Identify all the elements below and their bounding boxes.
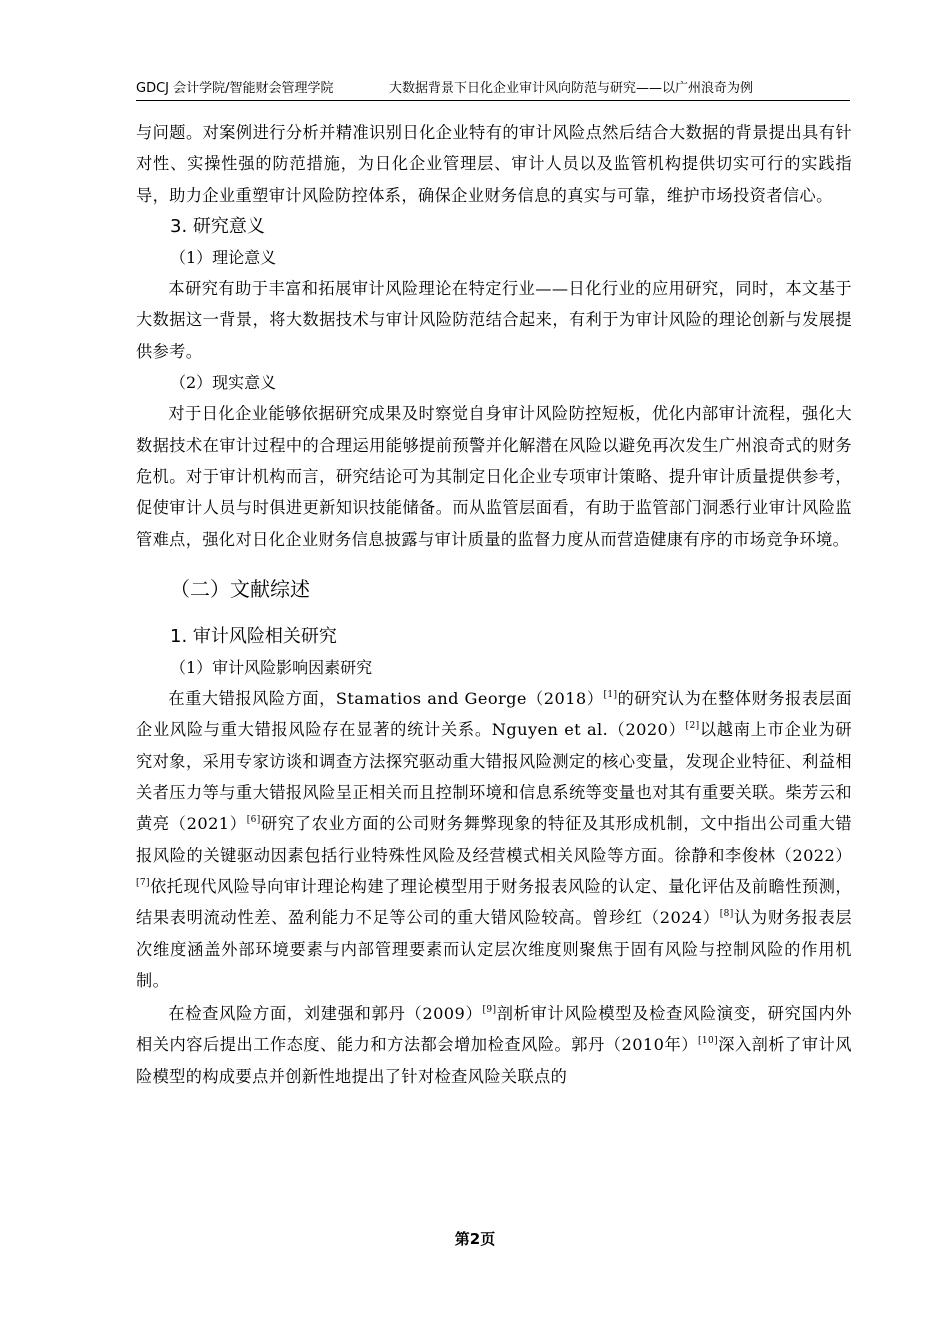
text-run: 研究了农业方面的公司财务舞弊现象的特征及其形成机制，文中指出公司重大错报风险的关键驱动因素包括行业特殊性风险及经营模式相关风险等方面。徐静和李俊林（2022）	[136, 814, 852, 865]
citation-ref: [8]	[719, 909, 734, 920]
text-run: 认为财务报表层次维度涵盖外部环境要素与内部管理要素而认定层次维度则聚焦于固有风险与控制风险的作用机制。	[136, 908, 852, 990]
heading-research-significance: 3. 研究意义	[170, 215, 265, 237]
paragraph-practical-significance: 对于日化企业能够依据研究成果及时察觉自身审计风险防控短板，优化内部审计流程，强化大数据技术在审计过程中的合理运用能够提前预警并化解潜在风险以避免再次发生广州浪奇式的财务危机。对于审计机构而言，研究结论可为其制定日化企业专项审计策略、提升审计质量提供参考，促使审计人员与时俱进更新知识技能储备。而从监管层面看，有助于监管部门洞悉行业审计风险监管难点，强化对日化企业财务信息披露与审计质量的监督力度从而营造健康有序的市场竞争环境。	[136, 404, 852, 549]
subheading-theoretical-significance: （1）理论意义	[170, 247, 277, 267]
text-run: 剖析审计风险模型及检查风险演变，研究国内外相关内容后提出工作态度、能力和方法都会增加检查风险。郭丹（2010年）	[136, 1004, 852, 1055]
paragraph-theoretical-significance: 本研究有助于丰富和拓展审计风险理论在特定行业——日化行业的应用研究，同时，本文基于大数据这一背景，将大数据技术与审计风险防范结合起来，有利于为审计风险的理论创新与发展提供参考。	[136, 279, 852, 361]
page-number: 第2页	[454, 1230, 496, 1248]
paragraph-material-misstatement	[136, 683, 852, 996]
citation-ref: [7]	[136, 877, 150, 888]
text-run: 在重大错报风险方面，Stamatios and George（2018）	[168, 689, 604, 709]
heading-literature-review: （二）文献综述	[170, 576, 310, 601]
page-header	[136, 80, 850, 101]
text-run: 以越南上市企业为研究对象，采用专家访谈和调查方法探究驱动重大错报风险测定的核心变量，发现企业特征、利益相关者压力等与重大错报风险呈正相关而且控制环境和信息系统等变量也对其有重要关联。柴芳云和黄亮（2021）	[136, 720, 852, 834]
citation-ref: [1]	[603, 690, 618, 701]
citation-ref: [10]	[697, 1036, 719, 1047]
subheading-practical-significance: （2）现实意义	[170, 373, 277, 393]
header-institution: GDCJ 会计学院/智能财会管理学院	[136, 81, 334, 96]
page-body	[136, 117, 852, 1092]
text-run: 在检查风险方面，刘建强和郭丹（2009）	[168, 1004, 483, 1024]
paragraph-detection-risk	[136, 998, 852, 1092]
header-thesis-title: 大数据背景下日化企业审计风向防范与研究——以广州浪奇为例	[389, 81, 754, 96]
subheading-influencing-factors: （1）审计风险影响因素研究	[170, 657, 373, 677]
citation-ref: [6]	[246, 815, 261, 826]
paragraph-continuation: 与问题。对案例进行分析并精准识别日化企业特有的审计风险点然后结合大数据的背景提出具有针对性、实操性强的防范措施，为日化企业管理层、审计人员以及监管机构提供切实可行的实践指导，助力企业重塑审计风险防控体系，确保企业财务信息的真实与可靠，维护市场投资者信心。	[136, 123, 852, 205]
text-run: 深入剖析了审计风险模型的构成要点并创新性地提出了针对检查风险关联点的	[136, 1035, 852, 1086]
citation-ref: [2]	[685, 721, 700, 732]
citation-ref: [9]	[482, 1005, 497, 1016]
text-run: 的研究认为在整体财务报表层面企业风险与重大错报风险存在显著的统计关系。Nguyen et al.（2020）	[136, 689, 852, 740]
heading-audit-risk-research: 1. 审计风险相关研究	[170, 625, 337, 647]
text-run: 依托现代风险导向审计理论构建了理论模型用于财务报表风险的认定、量化评估及前瞻性预测，结果表明流动性差、盈利能力不足等公司的重大错风险较高。曾珍红（2024）	[136, 876, 852, 928]
